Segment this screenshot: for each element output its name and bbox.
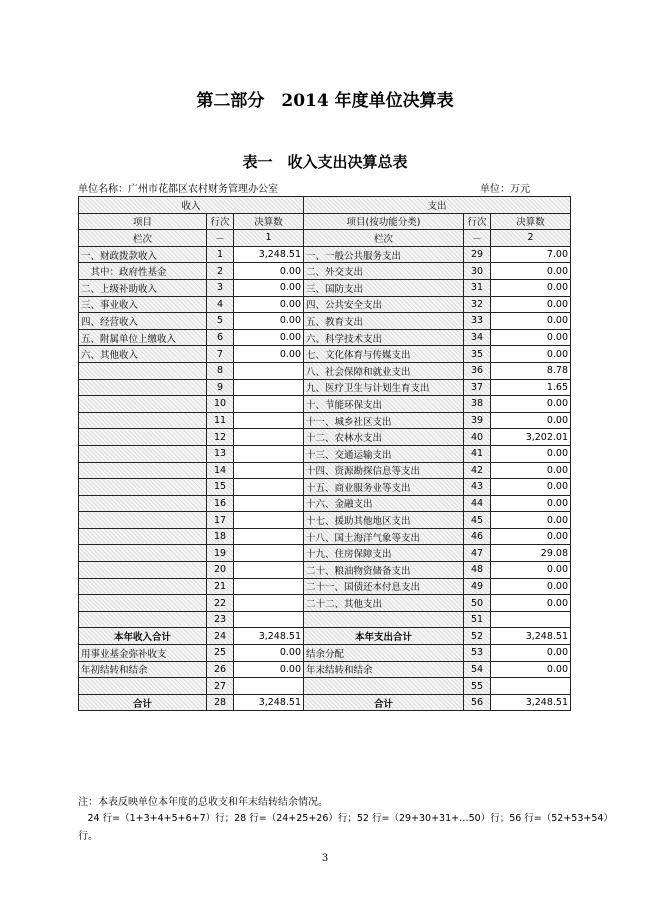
expense-row-no: 55	[464, 678, 491, 695]
income-amount	[234, 512, 304, 529]
income-amount: 0.00	[234, 263, 304, 280]
income-row-no: 13	[207, 445, 234, 462]
table-row	[79, 396, 571, 413]
table-row	[79, 578, 571, 595]
income-amount: 3,248.51	[234, 246, 304, 263]
note-3: 行。	[78, 831, 98, 842]
income-amount: 0.00	[234, 645, 304, 662]
expense-item: 结余分配	[304, 645, 464, 662]
income-item	[79, 528, 207, 545]
expense-item: 本年支出合计	[304, 628, 464, 645]
expense-row-no: 41	[464, 445, 491, 462]
income-item	[79, 545, 207, 562]
income-item	[79, 479, 207, 496]
table-row	[79, 645, 571, 662]
column-no-label: 栏次	[304, 230, 464, 247]
column-no-label: 栏次	[79, 230, 207, 247]
expense-item: 四、公共安全支出	[304, 296, 464, 313]
income-amount	[234, 528, 304, 545]
table-row	[79, 329, 571, 346]
expense-amount: 0.00	[491, 462, 571, 479]
expense-amount: 0.00	[491, 645, 571, 662]
income-item: 合计	[79, 694, 207, 711]
table-row	[79, 362, 571, 379]
income-amount	[234, 429, 304, 446]
expense-item: 年末结转和结余	[304, 661, 464, 678]
income-amount	[234, 578, 304, 595]
expense-row-no: 52	[464, 628, 491, 645]
table-row	[79, 678, 571, 695]
expense-row-no: 50	[464, 595, 491, 612]
expense-amount: 1.65	[491, 379, 571, 396]
income-item	[79, 611, 207, 628]
note-1: 注：本表反映单位本年度的总收支和年末结转结余情况。	[78, 797, 328, 808]
expense-item: 十五、商业服务业等支出	[304, 479, 464, 496]
income-row-no: 23	[207, 611, 234, 628]
income-row-no: 14	[207, 462, 234, 479]
expense-item	[304, 678, 464, 695]
income-amount	[234, 595, 304, 612]
table-row	[79, 661, 571, 678]
income-item: 本年收入合计	[79, 628, 207, 645]
expense-amount: 0.00	[491, 562, 571, 579]
unit-name: 单位名称：广州市花都区农村财务管理办公室	[78, 184, 278, 195]
expense-amount	[491, 611, 571, 628]
expense-row-no: 29	[464, 246, 491, 263]
expense-row-no: 35	[464, 346, 491, 363]
table-row	[79, 595, 571, 612]
table-row	[79, 462, 571, 479]
income-item: 五、附属单位上缴收入	[79, 329, 207, 346]
income-row-no: 7	[207, 346, 234, 363]
income-row-no: 15	[207, 479, 234, 496]
table-row	[79, 562, 571, 579]
expense-row-no: 34	[464, 329, 491, 346]
income-amount	[234, 495, 304, 512]
income-row-no: 24	[207, 628, 234, 645]
expense-item: 十六、金融支出	[304, 495, 464, 512]
income-item	[79, 512, 207, 529]
expense-item: 十八、国土海洋气象等支出	[304, 528, 464, 545]
table-row	[79, 246, 571, 263]
income-amount	[234, 396, 304, 413]
amount-header: 决算数	[491, 213, 571, 230]
row-no-header: 行次	[207, 213, 234, 230]
expense-row-no: 30	[464, 263, 491, 280]
expense-row-no: 51	[464, 611, 491, 628]
table-row	[79, 429, 571, 446]
expense-amount: 0.00	[491, 396, 571, 413]
expense-amount: 0.00	[491, 595, 571, 612]
item-func-header: 项目(按功能分类)	[304, 213, 464, 230]
expense-item: 合计	[304, 694, 464, 711]
expense-row-no: 49	[464, 578, 491, 595]
expense-row-no: 40	[464, 429, 491, 446]
table-row	[79, 346, 571, 363]
income-item: 六、其他收入	[79, 346, 207, 363]
dash: －	[207, 230, 234, 247]
expense-item: 十一、城乡社区支出	[304, 412, 464, 429]
income-amount	[234, 545, 304, 562]
income-item: 用事业基金弥补收支	[79, 645, 207, 662]
expense-amount: 0.00	[491, 495, 571, 512]
income-row-no: 6	[207, 329, 234, 346]
income-row-no: 17	[207, 512, 234, 529]
income-amount	[234, 445, 304, 462]
income-amount: 0.00	[234, 279, 304, 296]
table-row	[79, 512, 571, 529]
expense-row-no: 38	[464, 396, 491, 413]
expense-item: 七、文化体育与传媒支出	[304, 346, 464, 363]
expense-item: 二十、粮油物资储备支出	[304, 562, 464, 579]
income-amount	[234, 412, 304, 429]
expense-amount: 0.00	[491, 313, 571, 330]
col-1: 1	[234, 230, 304, 247]
income-row-no: 12	[207, 429, 234, 446]
income-header: 收入	[79, 197, 304, 214]
income-amount: 3,248.51	[234, 628, 304, 645]
expense-item: 二十一、国债还本付息支出	[304, 578, 464, 595]
income-row-no: 9	[207, 379, 234, 396]
income-row-no: 10	[207, 396, 234, 413]
expense-row-no: 33	[464, 313, 491, 330]
item-header: 项目	[79, 213, 207, 230]
col-2: 2	[491, 230, 571, 247]
expense-item: 三、国防支出	[304, 279, 464, 296]
income-row-no: 28	[207, 694, 234, 711]
income-row-no: 3	[207, 279, 234, 296]
income-item	[79, 595, 207, 612]
expense-amount: 0.00	[491, 296, 571, 313]
expense-item: 十四、资源勘探信息等支出	[304, 462, 464, 479]
table-row	[79, 412, 571, 429]
expense-row-no: 43	[464, 479, 491, 496]
expense-item: 十七、援助其他地区支出	[304, 512, 464, 529]
income-amount: 3,248.51	[234, 694, 304, 711]
unit-label: 单位：万元	[480, 184, 530, 195]
income-item: 其中：政府性基金	[79, 263, 207, 280]
expense-row-no: 42	[464, 462, 491, 479]
expense-amount: 3,248.51	[491, 628, 571, 645]
expense-row-no: 37	[464, 379, 491, 396]
expense-amount: 0.00	[491, 412, 571, 429]
income-row-no: 4	[207, 296, 234, 313]
income-item	[79, 678, 207, 695]
expense-amount: 3,202.01	[491, 429, 571, 446]
income-item	[79, 429, 207, 446]
income-amount	[234, 678, 304, 695]
income-item	[79, 396, 207, 413]
expense-amount: 29.08	[491, 545, 571, 562]
expense-row-no: 46	[464, 528, 491, 545]
income-item	[79, 495, 207, 512]
expense-amount: 0.00	[491, 528, 571, 545]
expense-item: 十三、交通运输支出	[304, 445, 464, 462]
expense-item: 五、教育支出	[304, 313, 464, 330]
income-item: 一、财政拨款收入	[79, 246, 207, 263]
income-amount: 0.00	[234, 661, 304, 678]
income-row-no: 19	[207, 545, 234, 562]
expense-amount: 0.00	[491, 346, 571, 363]
income-item	[79, 412, 207, 429]
table-row	[79, 628, 571, 645]
note-2: 24 行=（1+3+4+5+6+7）行；28 行=（24+25+26）行；52 行=（29+30+31+…50）行；56 行=（52+53+54）	[78, 813, 613, 824]
expense-row-no: 48	[464, 562, 491, 579]
income-row-no: 21	[207, 578, 234, 595]
expense-row-no: 47	[464, 545, 491, 562]
income-item	[79, 562, 207, 579]
table-row	[79, 313, 571, 330]
income-row-no: 2	[207, 263, 234, 280]
table-row	[79, 296, 571, 313]
expense-amount: 0.00	[491, 263, 571, 280]
expense-item: 九、医疗卫生与计划生育支出	[304, 379, 464, 396]
expense-amount: 7.00	[491, 246, 571, 263]
income-item: 四、经营收入	[79, 313, 207, 330]
income-row-no: 26	[207, 661, 234, 678]
part-title: 第二部分 2014 年度单位决算表	[196, 91, 454, 111]
expense-item	[304, 611, 464, 628]
income-expense-table	[78, 196, 571, 711]
table-row	[79, 545, 571, 562]
expense-item: 六、科学技术支出	[304, 329, 464, 346]
income-row-no: 22	[207, 595, 234, 612]
table-row	[79, 495, 571, 512]
table-row	[79, 445, 571, 462]
expense-row-no: 45	[464, 512, 491, 529]
expense-amount: 0.00	[491, 279, 571, 296]
table-row	[79, 611, 571, 628]
table-title: 表一 收入支出决算总表	[242, 153, 408, 171]
income-amount	[234, 562, 304, 579]
amount-header: 决算数	[234, 213, 304, 230]
income-item	[79, 578, 207, 595]
income-amount	[234, 479, 304, 496]
expense-row-no: 56	[464, 694, 491, 711]
income-item: 年初结转和结余	[79, 661, 207, 678]
income-row-no: 27	[207, 678, 234, 695]
income-amount	[234, 611, 304, 628]
expense-item: 二十二、其他支出	[304, 595, 464, 612]
expense-row-no: 31	[464, 279, 491, 296]
expense-amount: 0.00	[491, 479, 571, 496]
income-amount	[234, 379, 304, 396]
table-row	[79, 528, 571, 545]
expense-item: 八、社会保障和就业支出	[304, 362, 464, 379]
income-amount	[234, 362, 304, 379]
income-row-no: 1	[207, 246, 234, 263]
income-amount: 0.00	[234, 313, 304, 330]
income-item: 三、事业收入	[79, 296, 207, 313]
expense-row-no: 53	[464, 645, 491, 662]
expense-amount: 0.00	[491, 445, 571, 462]
expense-row-no: 39	[464, 412, 491, 429]
expense-item: 十二、农林水支出	[304, 429, 464, 446]
expense-amount: 0.00	[491, 578, 571, 595]
expense-row-no: 54	[464, 661, 491, 678]
expense-row-no: 44	[464, 495, 491, 512]
table-row	[79, 263, 571, 280]
income-item	[79, 462, 207, 479]
expense-item: 十九、住房保障支出	[304, 545, 464, 562]
expense-header: 支出	[304, 197, 571, 214]
income-amount: 0.00	[234, 296, 304, 313]
dash: －	[464, 230, 491, 247]
expense-amount: 0.00	[491, 329, 571, 346]
income-row-no: 8	[207, 362, 234, 379]
table-row	[79, 379, 571, 396]
expense-amount: 0.00	[491, 512, 571, 529]
income-row-no: 18	[207, 528, 234, 545]
expense-row-no: 32	[464, 296, 491, 313]
row-no-header: 行次	[464, 213, 491, 230]
income-amount: 0.00	[234, 346, 304, 363]
income-item	[79, 445, 207, 462]
income-row-no: 5	[207, 313, 234, 330]
table-row	[79, 279, 571, 296]
income-item	[79, 379, 207, 396]
expense-amount: 3,248.51	[491, 694, 571, 711]
income-amount	[234, 462, 304, 479]
income-row-no: 25	[207, 645, 234, 662]
expense-amount	[491, 678, 571, 695]
expense-item: 一、一般公共服务支出	[304, 246, 464, 263]
page-number: 3	[321, 853, 329, 864]
income-item: 二、上级补助收入	[79, 279, 207, 296]
income-row-no: 16	[207, 495, 234, 512]
expense-amount: 8.78	[491, 362, 571, 379]
income-item	[79, 362, 207, 379]
expense-item: 二、外交支出	[304, 263, 464, 280]
income-row-no: 11	[207, 412, 234, 429]
income-row-no: 20	[207, 562, 234, 579]
expense-row-no: 36	[464, 362, 491, 379]
table-row	[79, 479, 571, 496]
table-row	[79, 694, 571, 711]
expense-item: 十、节能环保支出	[304, 396, 464, 413]
income-amount: 0.00	[234, 329, 304, 346]
expense-amount: 0.00	[491, 661, 571, 678]
